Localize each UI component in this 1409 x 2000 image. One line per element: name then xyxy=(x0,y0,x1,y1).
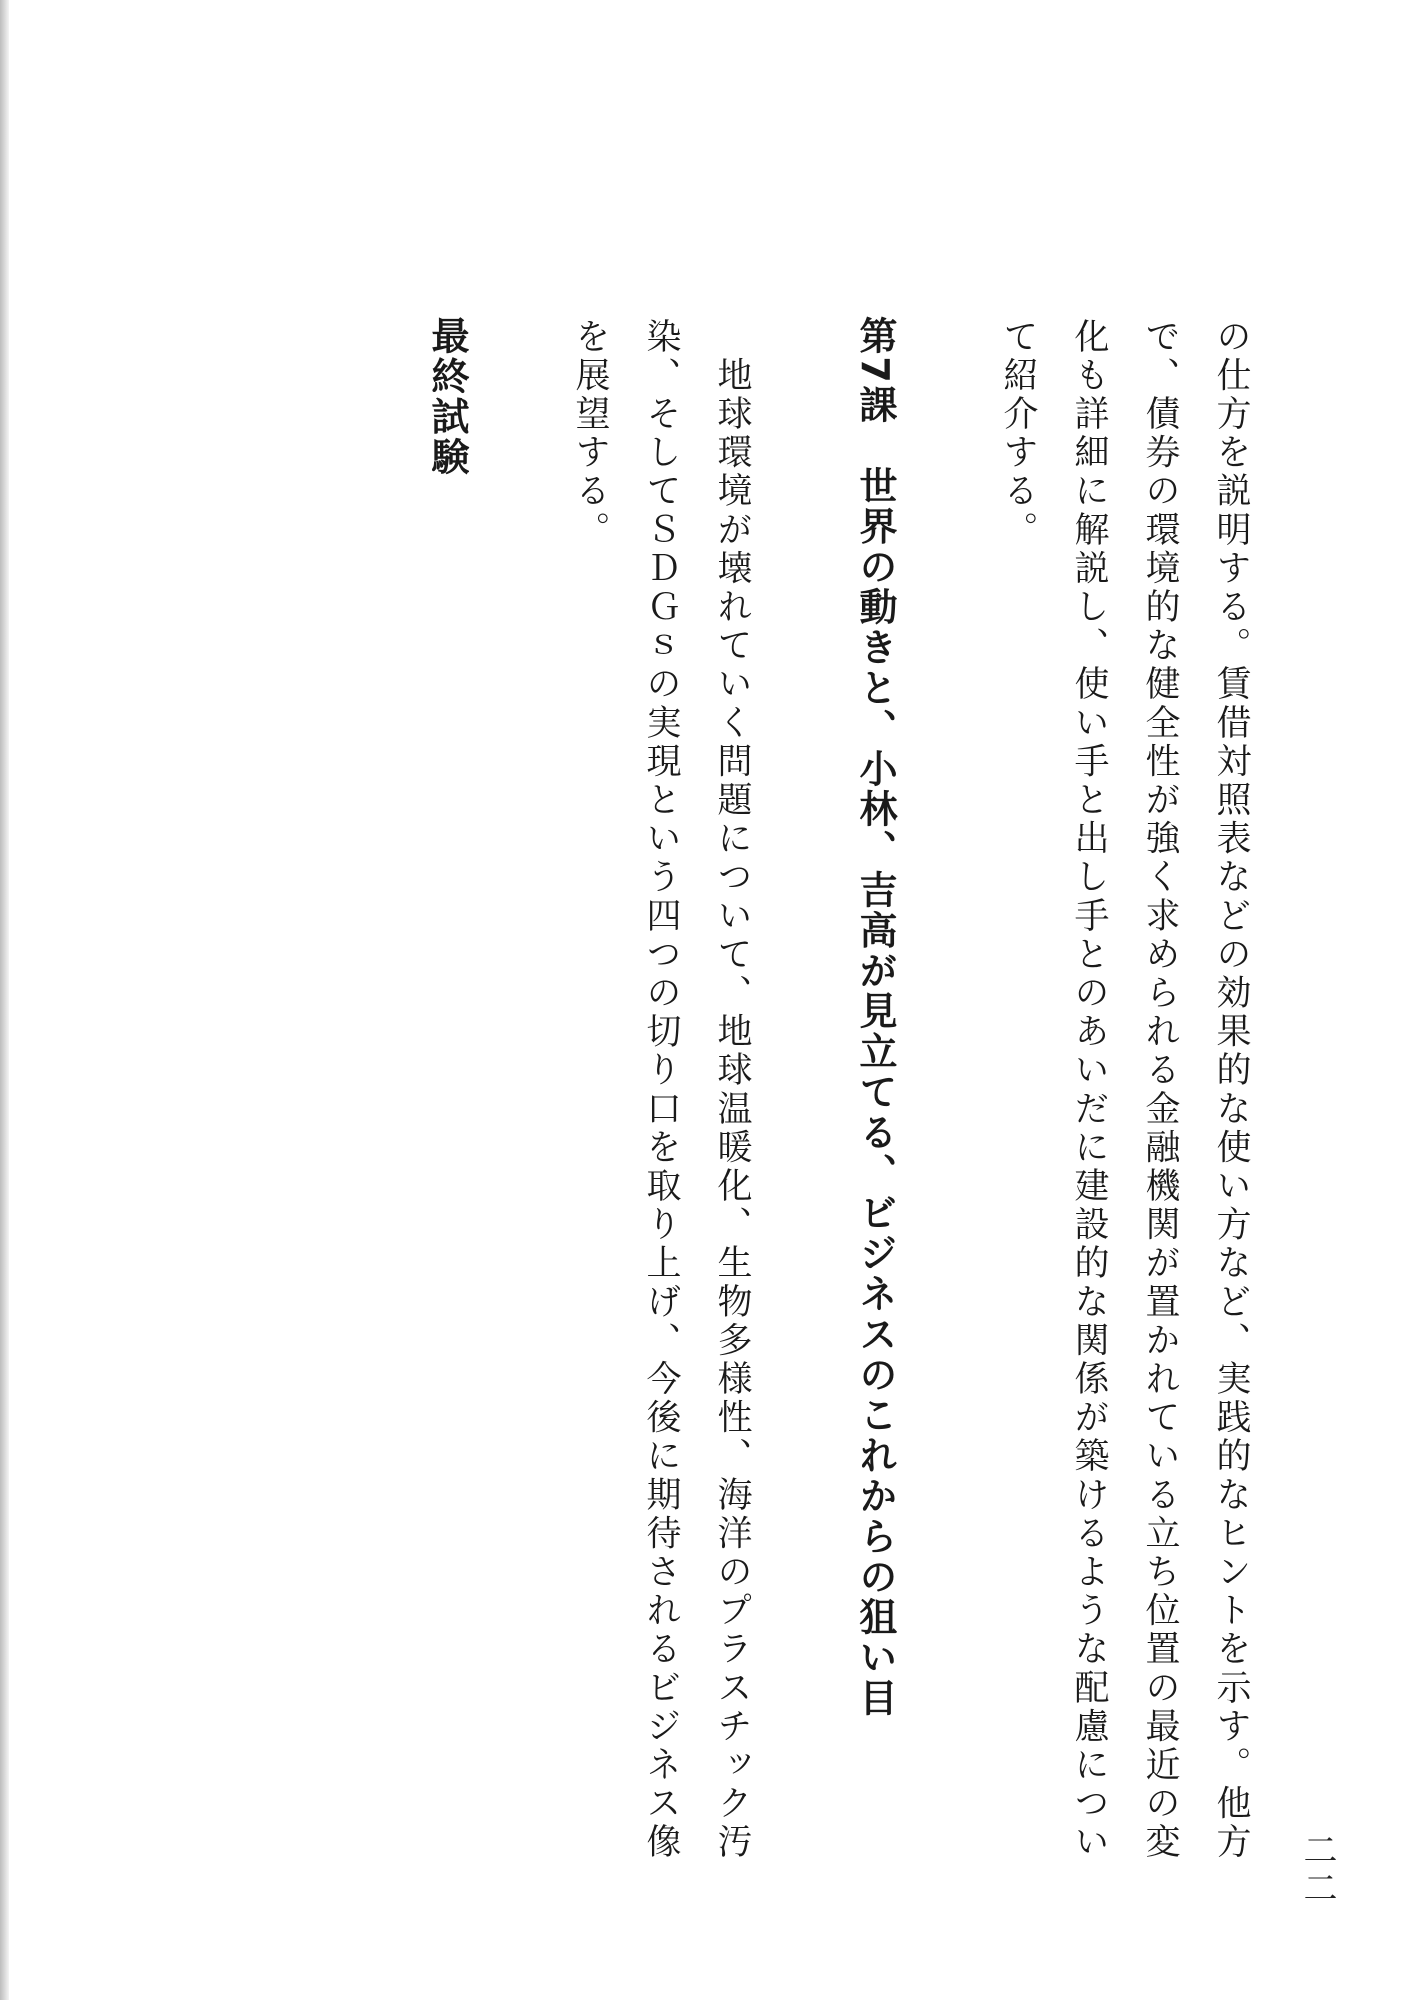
page-spine-shadow xyxy=(0,0,9,2000)
lesson7-heading: 第7課 世界の動きと、小林、吉高が見立てる、ビジネスのこれからの狙い目 xyxy=(853,316,897,1719)
lesson7-line-3: を展望する。 xyxy=(570,318,610,550)
body-line-2: で、債券の環境的な健全性が強く求められる金融機関が置かれている立ち位置の最近の変 xyxy=(1140,318,1180,1862)
body-line-1: の仕方を説明する。賃借対照表などの効果的な使い方など、実践的なヒントを示す。他方 xyxy=(1211,318,1251,1862)
lesson7-line-1: 地球環境が壊れていく問題について、地球温暖化、生物多様性、海洋のプラスチック汚 xyxy=(712,318,752,1862)
page-number: 二二 xyxy=(1297,1832,1337,1908)
lesson7-line-2: 染、そしてＳＤＧｓの実現という四つの切り口を取り上げ、今後に期待されるビジネス像 xyxy=(641,318,681,1862)
body-line-3: 化も詳細に解説し、使い手と出し手とのあいだに建設的な関係が築けるような配慮につい xyxy=(1069,318,1109,1862)
body-line-4: て紹介する。 xyxy=(998,318,1038,550)
final-exam-heading: 最終試験 xyxy=(425,316,469,478)
